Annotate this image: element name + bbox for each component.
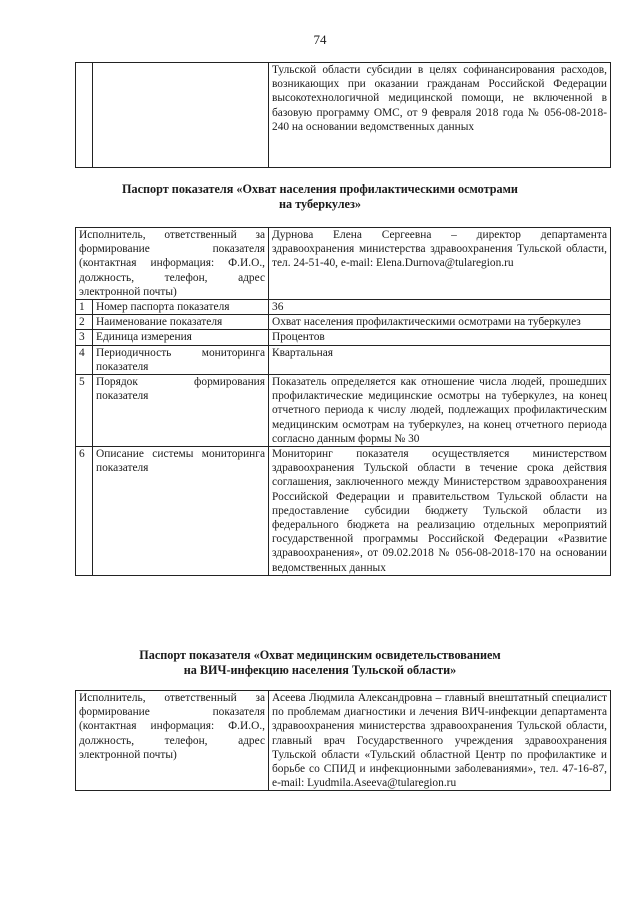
row-value: 36: [269, 300, 611, 315]
row-label: Номер паспорта показателя: [93, 300, 269, 315]
executor-value: Дурнова Елена Сергеевна – директор департамента здравоохранения министерства здравоохранения Тульской области, тел. 24-51-40, e-mail: Elena.Durnova@tularegion.ru: [269, 228, 611, 300]
row-value: Охват населения профилактическими осмотрами на туберкулез: [269, 315, 611, 330]
executor-row: [76, 228, 611, 300]
row-label: Описание системы мониторинга показателя: [93, 447, 269, 576]
passport-1-title-line2: на туберкулез»: [279, 197, 361, 211]
row-number: 3: [76, 330, 93, 345]
executor-label: Исполнитель, ответственный за формирование показателя (контактная информация: Ф.И.О., должность, телефон, адрес электронной почты): [76, 691, 269, 791]
row-value: Мониторинг показателя осуществляется министерством здравоохранения Тульской области в течение срока действия соглашения, заключенного между Министерством здравоохранения Российской Федерации и правительством Тульской области на предоставление субсидии бюджету Тульской области из федерального бюджета на реализацию отдельных мероприятий государственной программы Российской Федерации «Развитие здравоохранения», от 09.02.2018 № 056-08-2018-170 на основании ведомственных данных: [269, 447, 611, 576]
row-number: 5: [76, 375, 93, 447]
passport-1-table: [75, 227, 611, 576]
passport-2-title-line2: на ВИЧ-инфекцию населения Тульской области»: [183, 663, 457, 677]
passport-2-title-line1: Паспорт показателя «Охват медицинским освидетельствованием: [139, 648, 501, 662]
row-value: Квартальная: [269, 345, 611, 374]
table-cell-num: [76, 63, 93, 168]
row-number: 1: [76, 300, 93, 315]
table-row: [76, 315, 611, 330]
table-row: [76, 300, 611, 315]
page-number: 74: [313, 32, 327, 47]
table-row: [76, 375, 611, 447]
row-label: Наименование показателя: [93, 315, 269, 330]
executor-label: Исполнитель, ответственный за формирование показателя (контактная информация: Ф.И.О., должность, телефон, адрес электронной почты): [76, 228, 269, 300]
row-number: 6: [76, 447, 93, 576]
passport-2-title: [0, 648, 640, 678]
row-label: Единица измерения: [93, 330, 269, 345]
row-number: 4: [76, 345, 93, 374]
table-cell-label: [93, 63, 269, 168]
passport-1-title-line1: Паспорт показателя «Охват населения профилактическими осмотрами: [122, 182, 518, 196]
executor-row: [76, 691, 611, 791]
table-row: [76, 345, 611, 374]
row-value: Показатель определяется как отношение числа людей, прошедших профилактические медицинские осмотры на туберкулез, на конец отчетного периода к числу людей, подлежащих профилактическим медицинским осмотрам на туберкулез, на конец отчетного периода согласно данным формы № 30: [269, 375, 611, 447]
table-row: [76, 63, 611, 168]
executor-value: Асеева Людмила Александровна – главный внештатный специалист по проблемам диагностики и лечения ВИЧ-инфекции департамента здравоохранения министерства здравоохранения Тульской области, главный врач Государственного учреждения здравоохранения Тульской области «Тульский областной Центр по профилактике и борьбе со СПИД и инфекционными заболеваниями», тел. 47-16-87, e-mail: Lyudmila.Aseeva@tularegion.ru: [269, 691, 611, 791]
passport-2-table: [75, 690, 611, 791]
passport-1-title: [0, 182, 640, 212]
table-row: [76, 447, 611, 576]
table-row: [76, 330, 611, 345]
row-value: Процентов: [269, 330, 611, 345]
table-cell-value: Тульской области субсидии в целях софинансирования расходов, возникающих при оказании гражданам Российской Федерации высокотехнологичной медицинской помощи, не включенной в базовую программу ОМС, от 9 февраля 2018 года № 056-08-2018-240 на основании ведомственных данных: [269, 63, 611, 168]
row-number: 2: [76, 315, 93, 330]
row-label: Периодичность мониторинга показателя: [93, 345, 269, 374]
continuation-table: [75, 62, 611, 168]
row-label: Порядок формирования показателя: [93, 375, 269, 447]
